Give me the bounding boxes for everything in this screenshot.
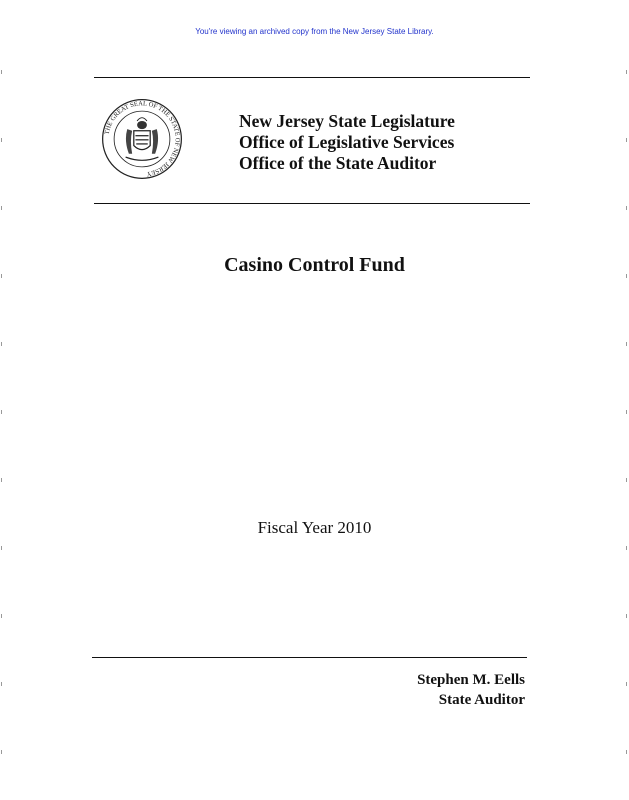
auditor-role: State Auditor xyxy=(438,692,525,708)
document-title: Casino Control Fund xyxy=(224,254,405,276)
state-seal-icon xyxy=(101,98,183,180)
signature-block xyxy=(417,670,525,710)
archive-notice: You're viewing an archived copy from the New Jersey State Library. xyxy=(195,27,434,36)
scan-edge-left xyxy=(1,0,3,800)
footer-divider xyxy=(92,657,527,658)
seal-motto: THE GREAT SEAL OF THE STATE OF NEW JERSEY xyxy=(103,100,181,178)
scan-edge-right xyxy=(626,0,628,800)
office-heading xyxy=(239,111,455,174)
fiscal-year: Fiscal Year 2010 xyxy=(257,518,372,537)
heading-state-auditor: Office of the State Auditor xyxy=(239,153,437,173)
auditor-name: Stephen M. Eells xyxy=(417,672,525,688)
svg-text:THE GREAT SEAL OF THE STATE OF xyxy=(104,100,181,177)
heading-legislative-services: Office of Legislative Services xyxy=(239,132,455,152)
header-divider xyxy=(94,203,530,204)
top-divider xyxy=(94,77,530,78)
heading-legislature: New Jersey State Legislature xyxy=(239,111,455,131)
